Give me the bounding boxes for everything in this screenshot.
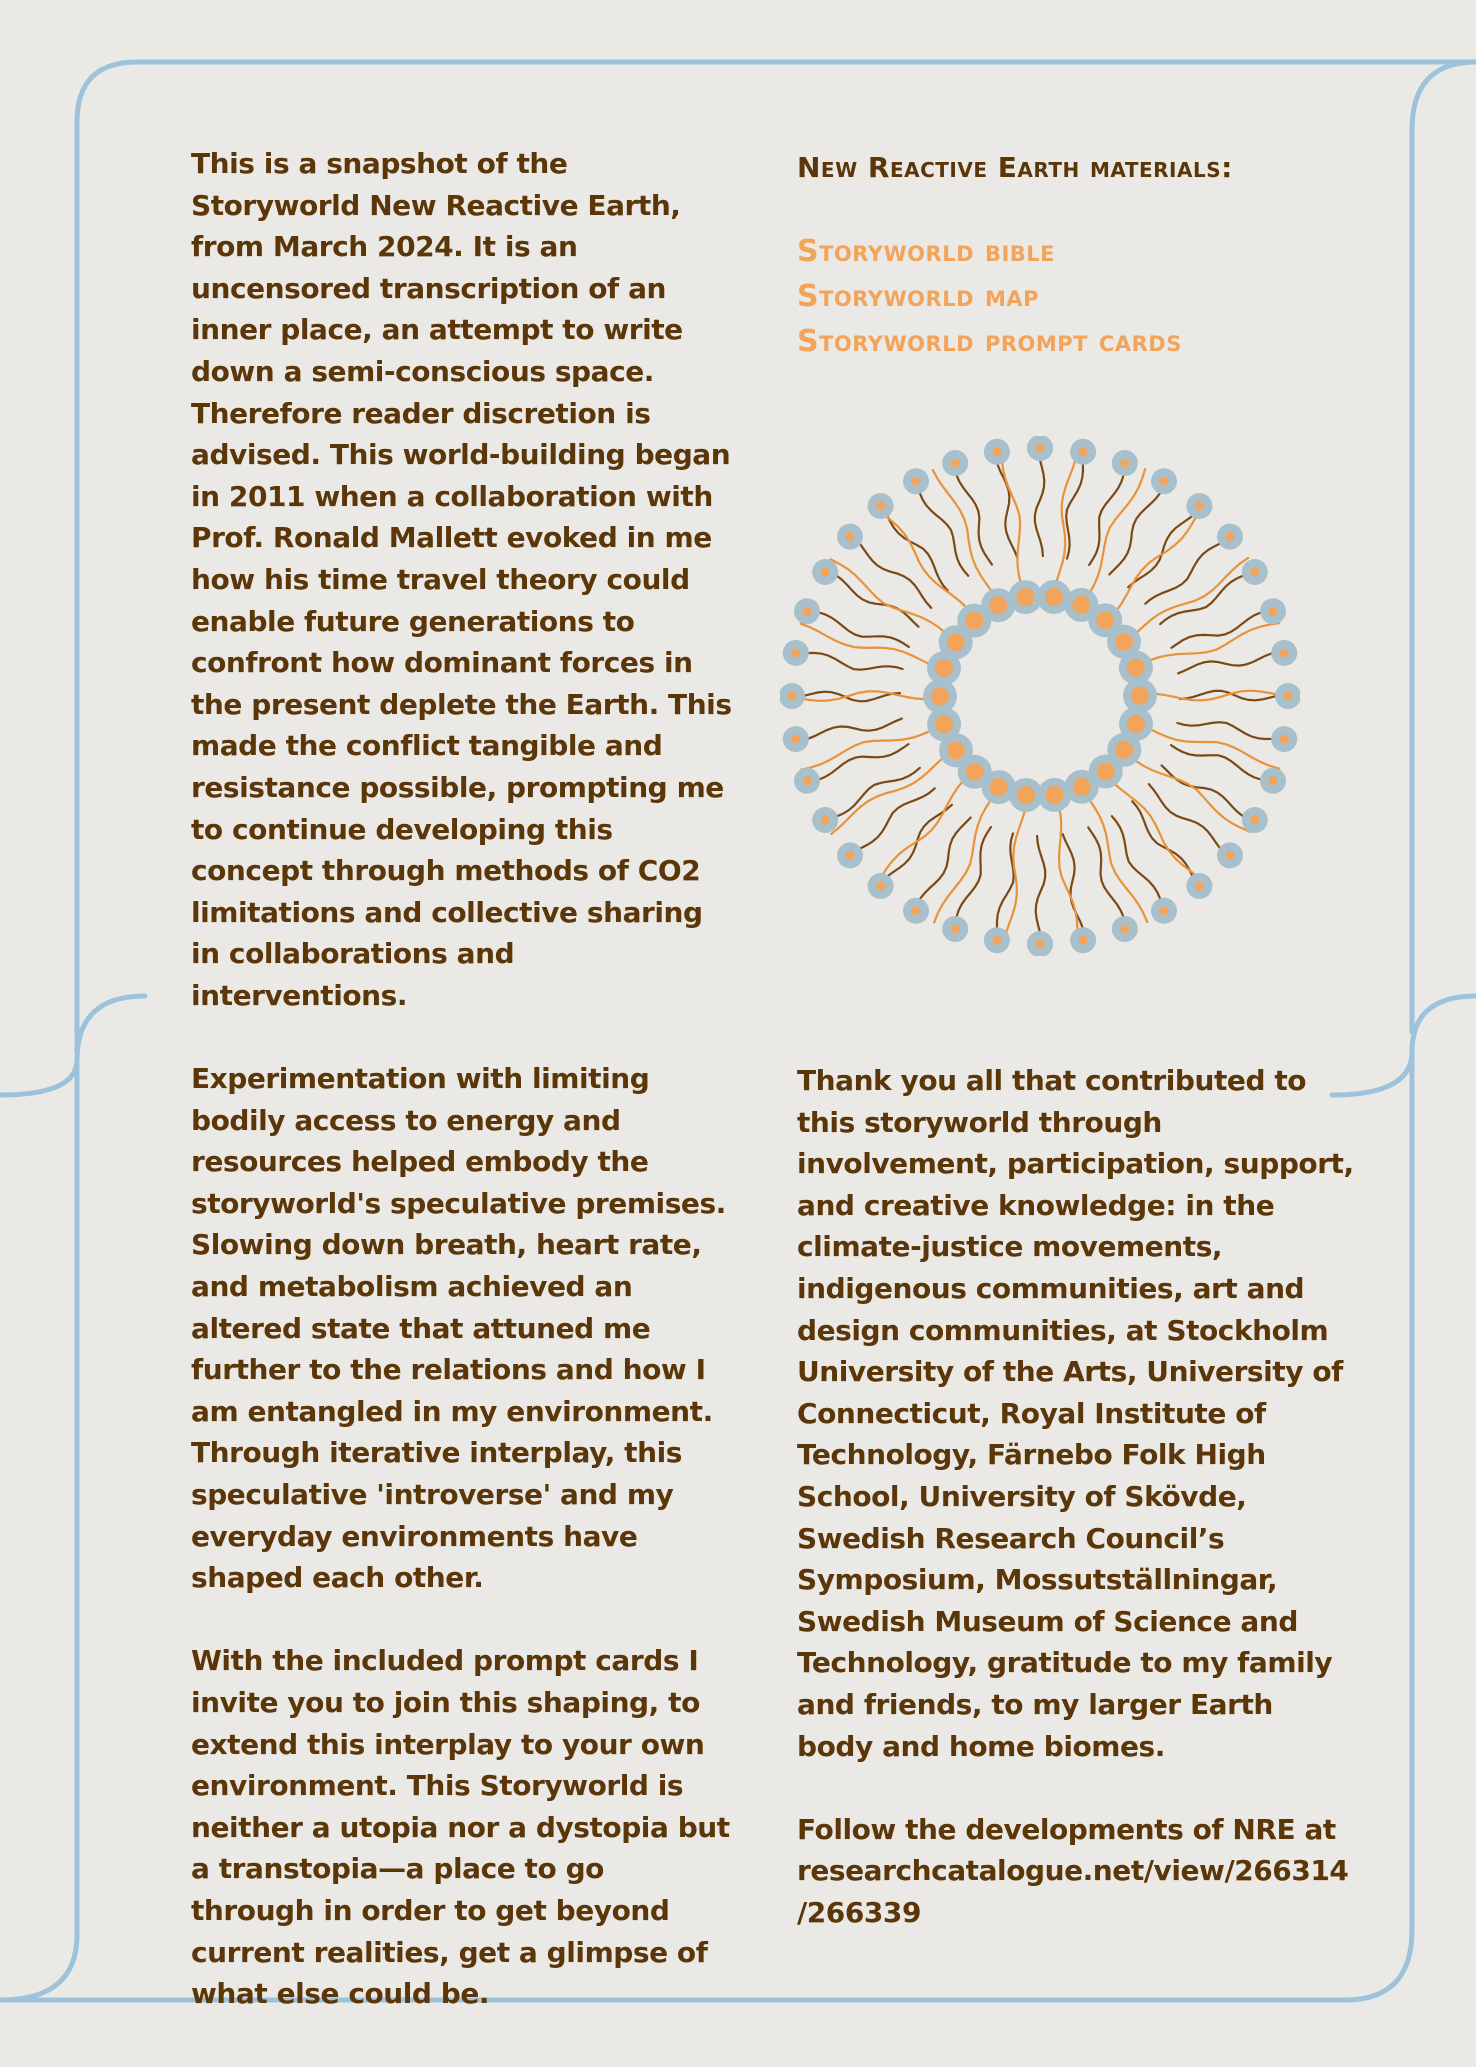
emblem-tail-outer (819, 613, 909, 647)
emblem-head-outer (868, 873, 894, 899)
emblem-tail-outer (1089, 475, 1123, 565)
emblem-head-outer (1260, 598, 1286, 624)
intro-paragraph: This is a snapshot of the Storyworld New Reactive Earth, from March 2024. It is an uncensored transcription of an inner place, an attempt to write down a semi-conscious space. Therefore reader discretion is advised. This world-building began in 2011 when a collaboration with Prof. Ronald Mallett evoked in me how his time travel theory could enable future generations to confront how dominant forces in the present deplete the Earth. This made the conflict tangible and resistance possible, prompting me to continue developing this concept through methods of CO2 limitations and collective sharing in collaborations and interventions. (191, 147, 732, 1012)
emblem-tail-inner (1149, 623, 1280, 661)
emblem-head-outer (837, 524, 863, 550)
left-text-column (191, 143, 736, 2015)
emblem-head-outer (903, 468, 929, 494)
emblem-head-outer (1242, 559, 1268, 585)
emblem-head-outer (1112, 916, 1138, 942)
emblem-head-outer (1242, 807, 1268, 833)
emblem-tail-outer (1036, 836, 1046, 932)
emblem-tail-outer (1035, 460, 1044, 556)
storyworld-map-link[interactable]: Storyworld map (797, 278, 1039, 314)
emblem-head-outer (812, 807, 838, 833)
emblem-head-outer (868, 493, 894, 519)
storyworld-prompt-cards-link[interactable]: Storyworld prompt cards (797, 323, 1182, 359)
emblem-tail-outer (997, 833, 1014, 928)
prompt-cards-paragraph: With the included prompt cards I invite you to join this shaping, to extend this interplay to your own environment. This Storyworld is neither a utopia nor a dystopia but a transtopia—a place to go through in order to get beyond current realities, get a glimpse of what else could be. (191, 1644, 730, 2011)
emblem-tail-outer (1149, 784, 1220, 848)
emblem-tail-inner (801, 731, 931, 770)
emblem-tail-outer (887, 516, 947, 591)
emblem-head-outer (783, 726, 809, 752)
emblem-head-outer (1217, 842, 1243, 868)
emblem-head-outer (1070, 439, 1096, 465)
emblem-tail-outer (860, 788, 935, 848)
emblem-head-outer (942, 916, 968, 942)
emblem-tail-outer (997, 464, 1017, 558)
right-text-column (797, 1060, 1357, 1933)
emblem-tail-outer (1171, 613, 1260, 648)
emblem-tail-outer (819, 744, 908, 779)
emblem-tail-outer (920, 818, 971, 900)
materials-links (797, 229, 1357, 364)
emblem-head-outer (1271, 726, 1297, 752)
emblem-tail-inner (801, 624, 931, 665)
emblem-head-outer (1070, 927, 1096, 953)
emblem-tail-inner (790, 691, 926, 701)
emblem-tail-outer (920, 493, 969, 576)
emblem-head-outer (984, 439, 1010, 465)
emblem-head-outer (1186, 493, 1212, 519)
emblem-head-outer (1275, 683, 1300, 709)
emblem-tail-outer (1109, 493, 1160, 575)
emblem-head-inner (1009, 580, 1043, 614)
emblem-head-outer (1217, 524, 1243, 550)
emblem-tail-outer (1145, 544, 1220, 604)
emblem-head-outer (942, 450, 968, 476)
emblem-head-outer (780, 683, 805, 709)
emblem-tail-inner (1002, 449, 1021, 584)
emblem-head-outer (903, 898, 929, 924)
emblem-head-outer (837, 842, 863, 868)
emblem-head-outer (1027, 931, 1053, 956)
emblem-head-outer (812, 559, 838, 585)
emblem-head-outer (984, 927, 1010, 953)
storyworld-bible-link[interactable]: Storyworld bible (797, 233, 1056, 269)
follow-paragraph: Follow the developments of NRE at researchcatalogue.net/view/266314 /266339 (797, 1812, 1349, 1929)
emblem-head-outer (1151, 468, 1177, 494)
emblem-tail-outer (860, 544, 931, 608)
materials-heading: New Reactive Earth materials: (797, 151, 1233, 184)
emblem-tail-outer (837, 768, 920, 816)
emblem-head-outer (794, 768, 820, 794)
emblem-head-outer (1260, 768, 1286, 794)
emblem-head-outer (1186, 873, 1212, 899)
emblem-tail-outer (837, 576, 919, 627)
emblem-head-outer (794, 598, 820, 624)
emblem-tail-outer (1177, 722, 1272, 739)
emblem-tail-outer (1178, 653, 1272, 673)
emblem-tail-outer (1112, 816, 1160, 899)
emblem-head-outer (783, 640, 809, 666)
emblem-tail-outer (1171, 745, 1261, 779)
radial-sperm-emblem (780, 436, 1300, 956)
emblem-tail-inner (1089, 799, 1147, 922)
emblem-tail-outer (808, 653, 903, 670)
emblem-tail-outer (1088, 827, 1123, 916)
experimentation-paragraph: Experimentation with limiting bodily access to energy and resources helped embody the storyworld's speculative premises. Slowing down breath, heart rate, and metabolism achieved an altered state that attuned me further to the relations and how I am entangled in my environment. Through iterative interplay, this speculative 'introverse' and my everyday environments have shaped each other. (191, 1062, 726, 1595)
materials-section (797, 147, 1357, 364)
emblem-head-outer (1112, 450, 1138, 476)
emblem-tail-outer (1162, 765, 1244, 816)
emblem-tail-outer (957, 475, 992, 564)
emblem-head-outer (1151, 898, 1177, 924)
emblem-head-outer (1271, 640, 1297, 666)
emblem-head-outer (1027, 436, 1053, 461)
emblem-tail-outer (1063, 834, 1083, 928)
emblem-tail-inner (1149, 729, 1279, 769)
thanks-paragraph: Thank you all that contributed to this storyworld through involvement, participation, support, and creative knowledge: in the climate-justice movements, indigenous communities, art and design communities, at Stockholm University of the Arts, University of Connecticut, Royal Institute of Technology, Färnebo Folk High School, University of Skövde, Swedish Research Council’s Symposium, Mossutställningar, Swedish Museum of Science and Technology, gratitude to my family and friends, to my larger Earth body and home biomes. (797, 1064, 1354, 1763)
emblem-tail-inner (1154, 691, 1290, 701)
emblem-tail-outer (1160, 576, 1243, 624)
emblem-tail-outer (808, 719, 902, 739)
